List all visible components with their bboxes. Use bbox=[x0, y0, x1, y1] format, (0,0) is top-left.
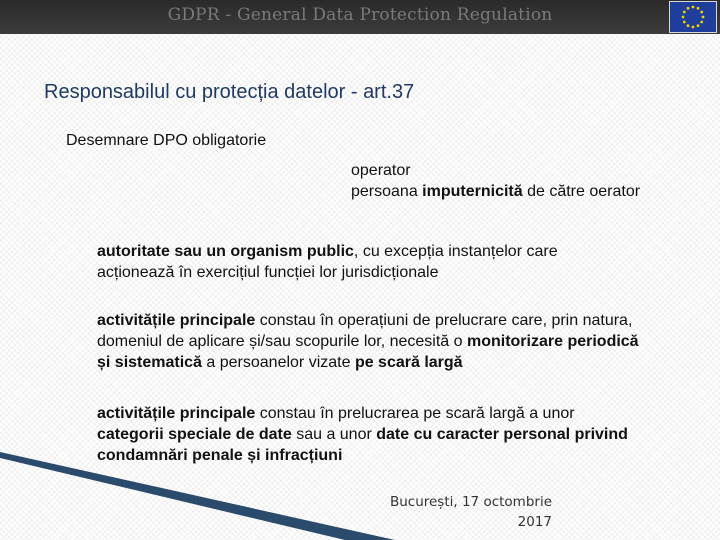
footer-line-1: București, 17 octombrie bbox=[389, 494, 552, 510]
case-special-data-line-2: categorii speciale de date sau a unor date cu caracter personal privind bbox=[97, 426, 628, 443]
footer-location-date bbox=[360, 492, 552, 532]
presentation-title: GDPR - General Data Protection Regulation bbox=[167, 5, 553, 25]
case-monitoring-line-2: domeniul de aplicare și/sau scopurile lor, necesită o monitorizare periodică bbox=[97, 333, 639, 350]
subheading: Desemnare DPO obligatorie bbox=[66, 132, 267, 149]
case-monitoring-line-1: activitățile principale constau în operațiuni de prelucrare care, prin natura, bbox=[97, 312, 633, 329]
case-special-data-line-3: condamnări penale și infracțiuni bbox=[97, 447, 343, 464]
footer-line-2: 2017 bbox=[517, 514, 552, 530]
case-special-data-line-1: activitățile principale constau în prelucrarea pe scară largă a unor bbox=[97, 405, 575, 422]
case-monitoring-line-3: și sistematică a persoanelor vizate pe scară largă bbox=[97, 354, 463, 371]
role-operator: operator bbox=[351, 162, 411, 179]
case-public-authority-line-1: autoritate sau un organism public, cu excepția instanțelor care bbox=[97, 243, 558, 260]
case-public-authority-line-2: acționează în exercițiul funcției lor jurisdicționale bbox=[97, 264, 439, 281]
role-processor: persoana imputernicită de către oerator bbox=[351, 183, 641, 200]
slide-heading: Responsabilul cu protecția datelor - art.37 bbox=[44, 81, 415, 103]
